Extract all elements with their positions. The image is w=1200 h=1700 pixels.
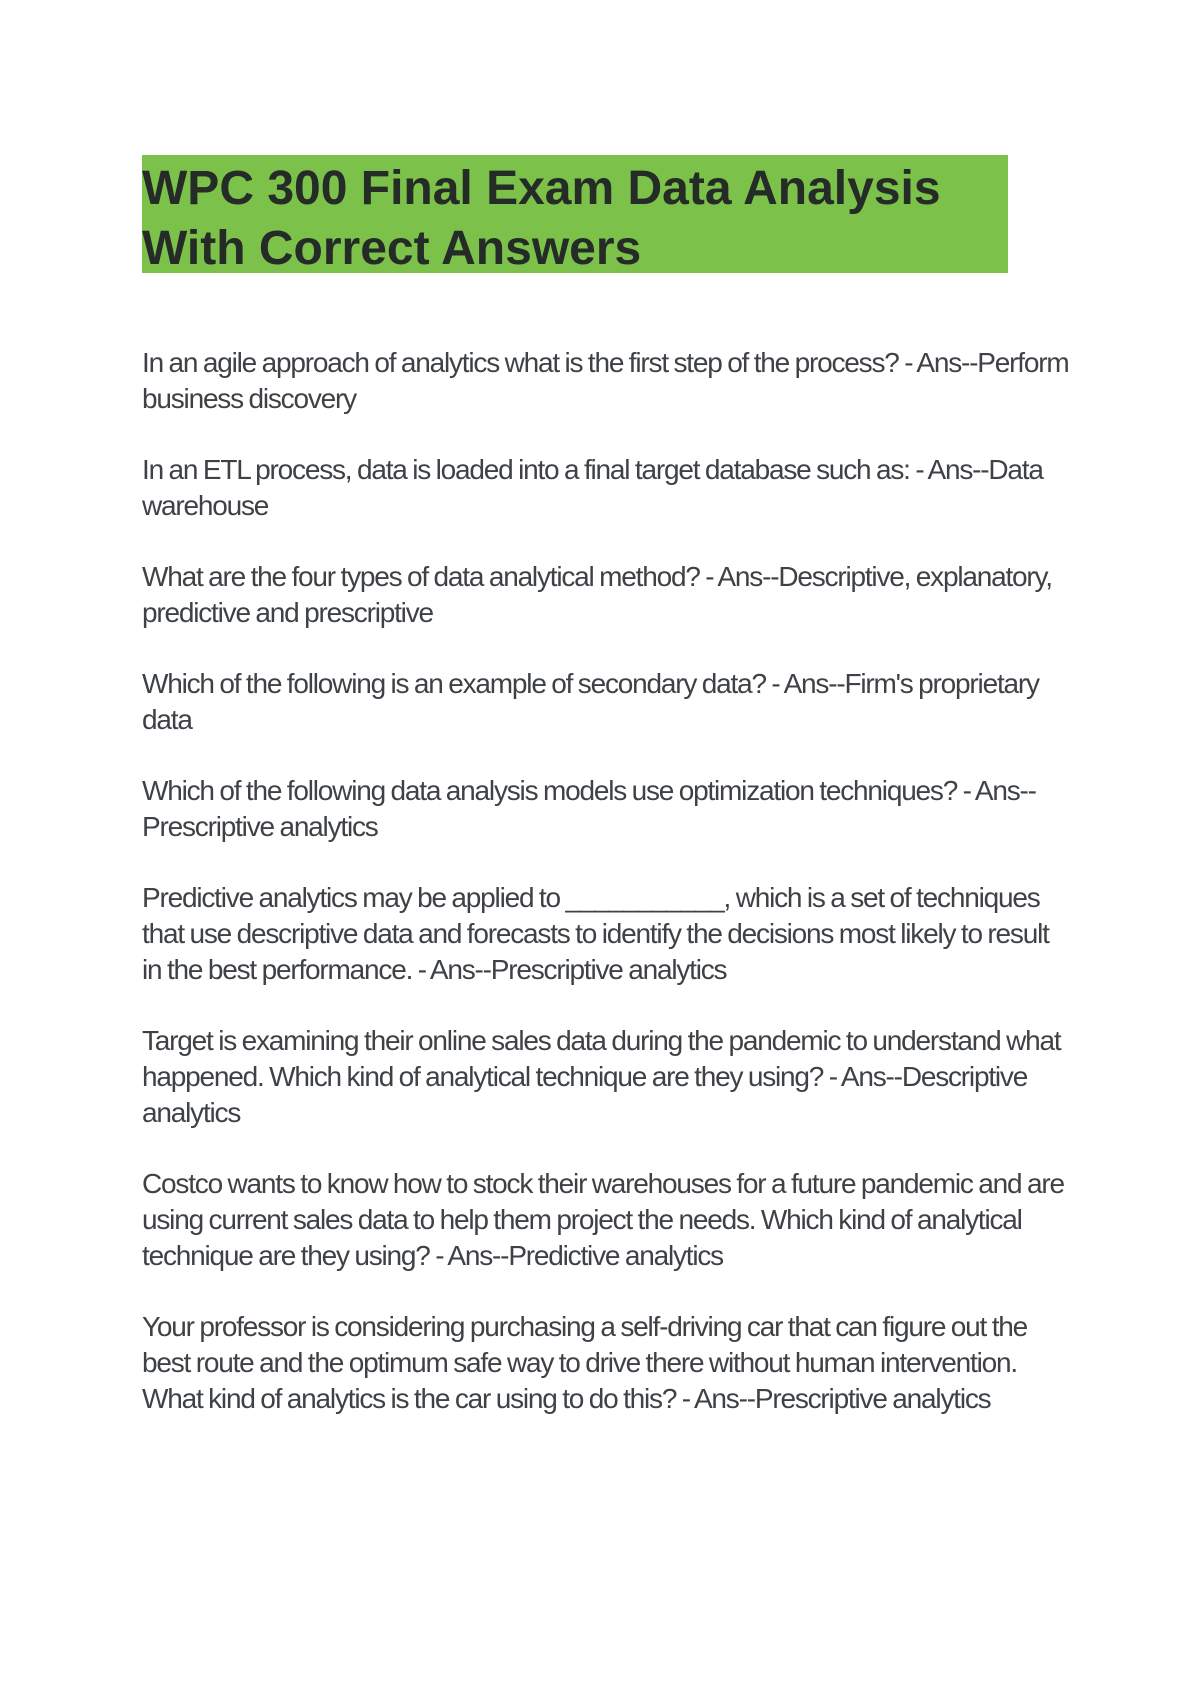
question-text: Costco wants to know how to stock their warehouses for a future pandemic and are using current sales data to help them project the needs. Which kind of analytical technique are they using? - Ans--: [142, 1168, 1064, 1271]
question-text: Which of the following data analysis models use optimization techniques? - Ans--: [142, 775, 1036, 806]
qa-item: [142, 666, 1072, 738]
qa-item: [142, 1023, 1072, 1131]
question-text: Predictive analytics may be applied to ___________, which is a set of techniques that use descriptive data and forecasts to identify the decisions most likely to result in the best performance. - Ans--: [142, 882, 1049, 985]
qa-list: [142, 345, 1072, 1452]
answer-text: Perform business discovery: [142, 347, 1069, 414]
qa-item: [142, 773, 1072, 845]
qa-item: [142, 559, 1072, 631]
qa-item: [142, 452, 1072, 524]
qa-item: [142, 880, 1072, 988]
question-text: Which of the following is an example of secondary data? - Ans--: [142, 668, 845, 699]
answer-text: Prescriptive analytics: [754, 1383, 991, 1414]
question-text: In an agile approach of analytics what is the first step of the process? - Ans--: [142, 347, 978, 378]
page-title: WPC 300 Final Exam Data Analysis With Correct Answers: [142, 162, 941, 275]
answer-text: Firm's proprietary data: [142, 668, 1039, 735]
answer-text: Prescriptive analytics: [142, 811, 378, 842]
qa-item: [142, 1309, 1072, 1417]
answer-text: Data warehouse: [142, 454, 1043, 521]
answer-text: Descriptive analytics: [142, 1061, 1028, 1128]
question-text: Your professor is considering purchasing a self-driving car that can figure out the best route and the optimum safe way to drive there without human intervention. What kind of analytics is the car using to do this? - Ans--: [142, 1311, 1028, 1414]
answer-text: Predictive analytics: [508, 1240, 723, 1271]
qa-item: [142, 345, 1072, 417]
answer-text: Prescriptive analytics: [490, 954, 727, 985]
qa-item: [142, 1166, 1072, 1274]
answer-text: Descriptive, explanatory, predictive and prescriptive: [142, 561, 1052, 628]
title-highlight: [142, 155, 1008, 273]
question-text: In an ETL process, data is loaded into a final target database such as: - Ans--: [142, 454, 989, 485]
question-text: What are the four types of data analytical method? - Ans--: [142, 561, 779, 592]
question-text: Target is examining their online sales data during the pandemic to understand what happened. Which kind of analytical technique are they using? - Ans--: [142, 1025, 1061, 1092]
